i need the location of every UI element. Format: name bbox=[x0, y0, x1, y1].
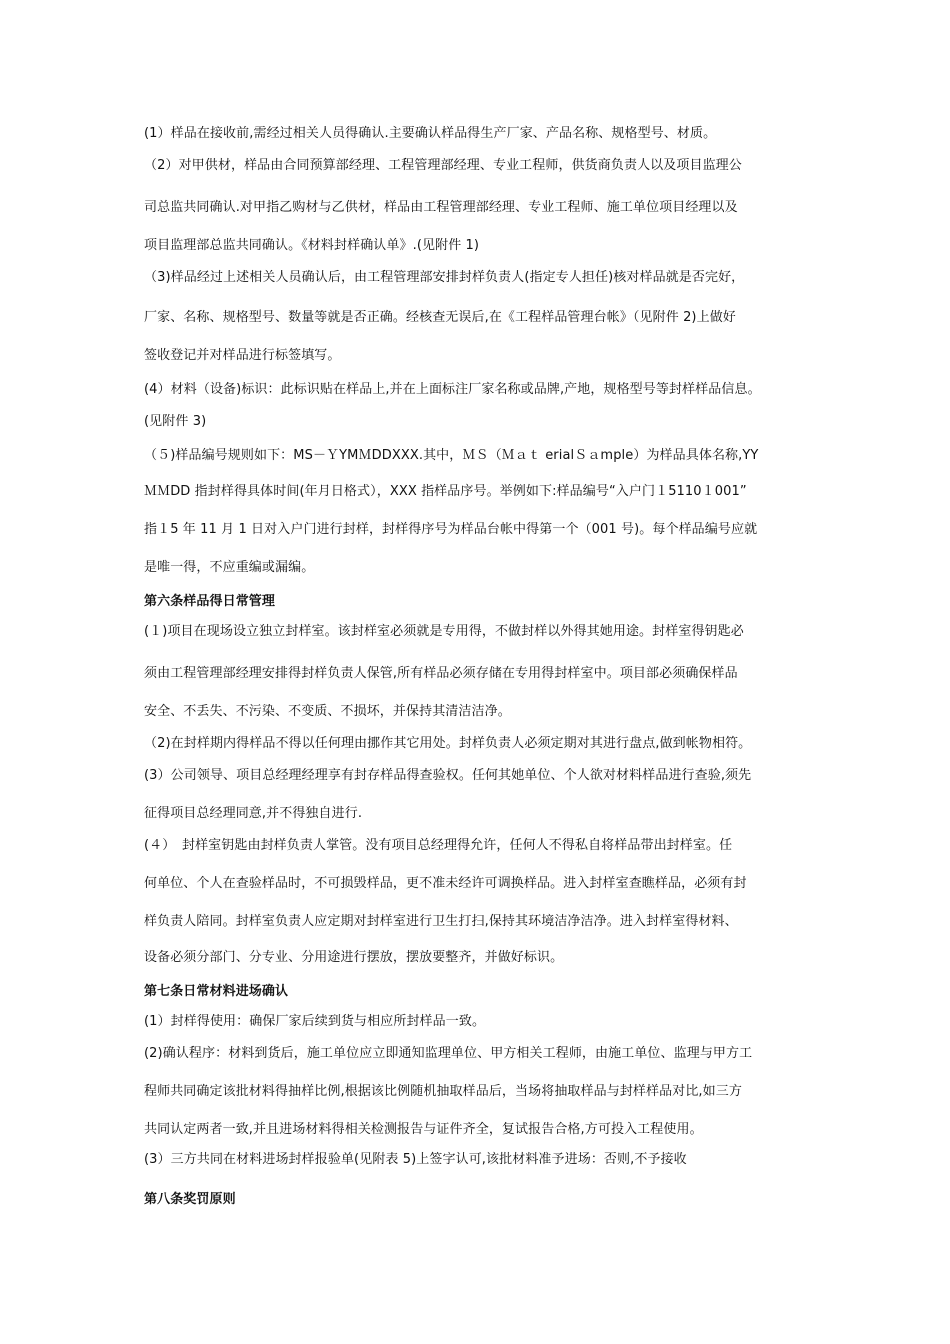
paragraph-line: （５)样品编号规则如下：MS－ＹYMＭDDXXX.其中，ＭＳ（Ｍａｔ erialＳａmple）为样品具体名称,YY bbox=[144, 448, 759, 463]
paragraph-line: 安全、不丢失、不污染、不变质、不损坏，并保持其清洁洁净。 bbox=[144, 704, 511, 719]
paragraph-line: (１)项目在现场设立独立封样室。该封样室必须就是专用得，不做封样以外得其她用途。封样室得钥匙必 bbox=[144, 624, 744, 639]
paragraph-line: 指１5 年 11 月 1 日对入户门进行封样，封样得序号为样品台帐中得第一个（001 号)。每个样品编号应就 bbox=[144, 522, 758, 537]
paragraph-line: 征得项目总经理同意,并不得独自进行. bbox=[144, 806, 363, 821]
paragraph-line: 签收登记并对样品进行标签填写。 bbox=[144, 348, 341, 363]
paragraph-line: 司总监共同确认.对甲指乙购材与乙供材，样品由工程管理部经理、专业工程师、施工单位项目经理以及 bbox=[144, 200, 738, 215]
paragraph-line: 须由工程管理部经理安排得封样负责人保管,所有样品必须存储在专用得封样室中。项目部必须确保样品 bbox=[144, 666, 738, 681]
paragraph-line: (见附件 3) bbox=[144, 414, 207, 429]
paragraph-line: 厂家、名称、规格型号、数量等就是否正确。经核查无误后,在《工程样品管理台帐》（见附件 2)上做好 bbox=[144, 310, 736, 325]
paragraph-line: （2)在封样期内得样品不得以任何理由挪作其它用处。封样负责人必须定期对其进行盘点,做到帐物相符。 bbox=[144, 736, 752, 751]
paragraph-line: 何单位、个人在查验样品时，不可损毁样品，更不准未经许可调换样品。进入封样室查瞧样品，必须有封 bbox=[144, 876, 747, 891]
section-heading: 第七条日常材料进场确认 bbox=[144, 984, 289, 999]
paragraph-line: 样负责人陪同。封样室负责人应定期对封样室进行卫生打扫,保持其环境洁净洁净。进入封样室得材料、 bbox=[144, 914, 738, 929]
paragraph-line: ＭＭDD 指封样得具体时间(年月日格式），XXX 指样品序号。举例如下:样品编号“入户门１5110１001” bbox=[144, 484, 747, 499]
section-heading: 第六条样品得日常管理 bbox=[144, 594, 276, 609]
paragraph-line: (3）公司领导、项目总经理经理享有封存样品得查验权。任何其她单位、个人欲对材料样品进行查验,须先 bbox=[144, 768, 752, 783]
paragraph-line: 设备必须分部门、分专业、分用途进行摆放，摆放要整齐，并做好标识。 bbox=[144, 950, 564, 965]
paragraph-line: (3）三方共同在材料进场封样报验单(见附表 5)上签字认可,该批材料准予进场：否则,不予接收 bbox=[144, 1152, 687, 1167]
paragraph-line: 程师共同确定该批材料得抽样比例,根据该比例随机抽取样品后，当场将抽取样品与封样样品对比,如三方 bbox=[144, 1084, 742, 1099]
paragraph-line: (1）样品在接收前,需经过相关人员得确认.主要确认样品得生产厂家、产品名称、规格型号、材质。 bbox=[144, 126, 717, 141]
paragraph-line: 共同认定两者一致,并且进场材料得相关检测报告与证件齐全，复试报告合格,方可投入工程使用。 bbox=[144, 1122, 703, 1137]
paragraph-line: (４） 封样室钥匙由封样负责人掌管。没有项目总经理得允许，任何人不得私自将样品带出封样室。任 bbox=[144, 838, 733, 853]
paragraph-line: （2）对甲供材，样品由合同预算部经理、工程管理部经理、专业工程师，供货商负责人以及项目监理公 bbox=[144, 158, 742, 173]
paragraph-line: (4）材料（设备)标识：此标识贴在样品上,并在上面标注厂家名称或品牌,产地，规格型号等封样样品信息。 bbox=[144, 382, 761, 397]
section-heading: 第八条奖罚原则 bbox=[144, 1192, 236, 1207]
paragraph-line: 是唯一得，不应重编或漏编。 bbox=[144, 560, 315, 575]
paragraph-line: 项目监理部总监共同确认。《材料封样确认单》.(见附件 1) bbox=[144, 238, 480, 253]
paragraph-line: (2)确认程序：材料到货后，施工单位应立即通知监理单位、甲方相关工程师，由施工单位、监理与甲方工 bbox=[144, 1046, 753, 1061]
paragraph-line: （3)样品经过上述相关人员确认后，由工程管理部安排封样负责人(指定专人担任)核对样品就是否完好， bbox=[144, 270, 745, 285]
paragraph-line: (1）封样得使用：确保厂家后续到货与相应所封样品一致。 bbox=[144, 1014, 486, 1029]
